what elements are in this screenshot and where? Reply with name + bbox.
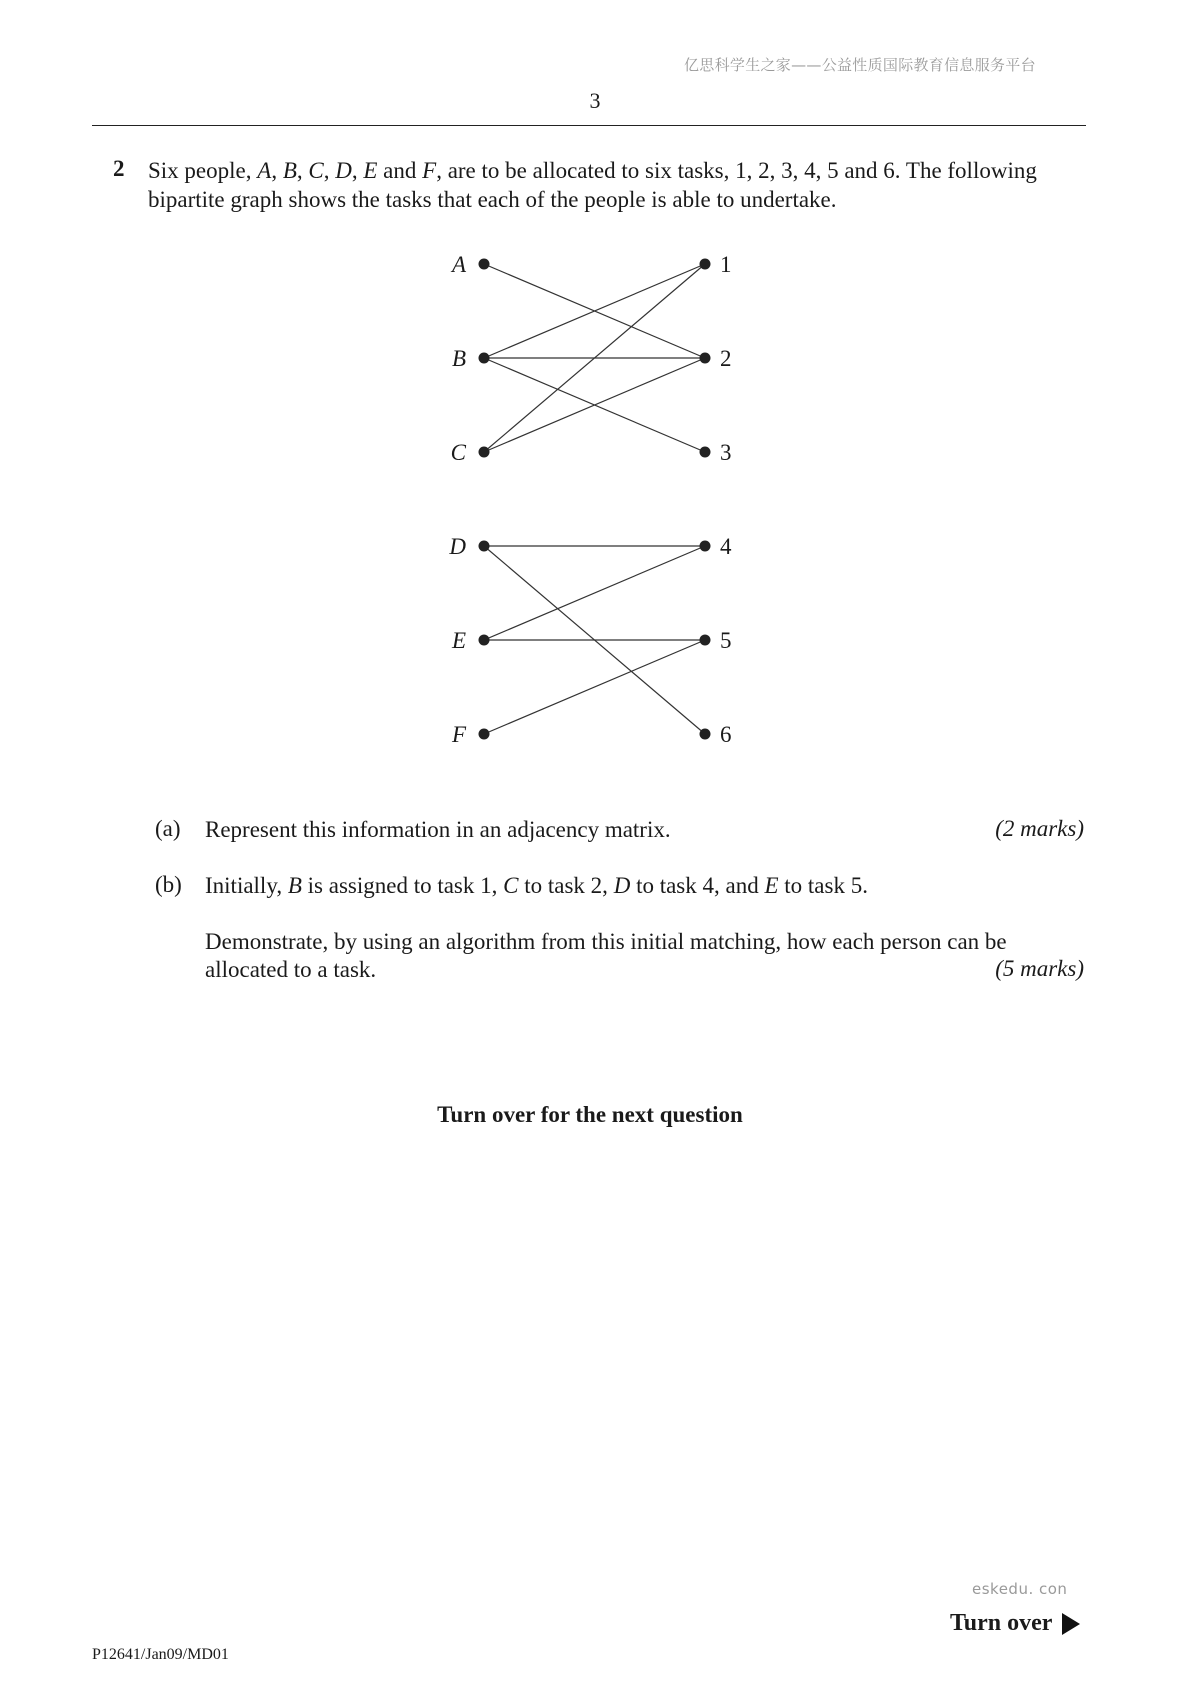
- part-a-label: (a): [155, 816, 181, 841]
- part-a-marks: (2 marks): [995, 816, 1084, 841]
- question-number: 2: [113, 156, 125, 181]
- part-b-initial-run: to task 5.: [778, 873, 868, 898]
- graph-edges: [484, 264, 705, 734]
- question-intro-run: F: [422, 158, 437, 183]
- graph-labels: [448, 252, 732, 747]
- footer-watermark: eskedu. con: [972, 1580, 1068, 1598]
- question-intro-run: ,: [323, 158, 336, 183]
- person-node-F: [479, 729, 490, 740]
- turn-over-label: Turn over: [950, 1610, 1053, 1636]
- task-label-2: 2: [720, 346, 732, 371]
- question-intro-run: and: [377, 158, 423, 183]
- turn-over: [950, 1610, 1080, 1637]
- page-number: 3: [589, 88, 601, 113]
- person-node-C: [479, 447, 490, 458]
- question-intro-run: ,: [271, 158, 283, 183]
- question-intro-run: A: [257, 158, 272, 183]
- question-intro-run: Six people,: [148, 158, 258, 183]
- task-node-6: [700, 729, 711, 740]
- question-intro: [148, 156, 1048, 214]
- person-label-F: F: [451, 722, 466, 747]
- part-b-initial-run: E: [764, 873, 779, 898]
- task-node-2: [700, 353, 711, 364]
- task-node-5: [700, 635, 711, 646]
- task-node-1: [700, 259, 711, 270]
- part-b-initial-run: D: [613, 873, 631, 898]
- person-node-B: [479, 353, 490, 364]
- task-node-4: [700, 541, 711, 552]
- person-label-D: D: [449, 534, 466, 559]
- person-label-E: E: [451, 628, 466, 653]
- part-b-initial-run: Initially,: [205, 873, 288, 898]
- graph-nodes: [479, 259, 711, 740]
- part-b-initial-run: to task 4, and: [630, 873, 765, 898]
- part-a-text: Represent this information in an adjacency matrix.: [205, 817, 671, 842]
- question-intro-run: E: [363, 158, 378, 183]
- task-node-3: [700, 447, 711, 458]
- part-b-instruction: Demonstrate, by using an algorithm from this initial matching, how each person can be allocated to a task.: [205, 929, 1007, 982]
- part-b-initial-run: is assigned to task 1,: [301, 873, 504, 898]
- question-intro-run: C: [308, 158, 324, 183]
- person-node-D: [479, 541, 490, 552]
- person-node-E: [479, 635, 490, 646]
- person-label-C: C: [450, 440, 466, 465]
- header-watermark: 亿思科学生之家——公益性质国际教育信息服务平台: [684, 56, 1036, 74]
- turn-over-next-question: Turn over for the next question: [437, 1102, 743, 1127]
- edge-E-4: [484, 546, 705, 640]
- task-label-3: 3: [720, 440, 732, 465]
- person-label-A: A: [451, 252, 466, 277]
- edge-F-5: [484, 640, 705, 734]
- person-node-A: [479, 259, 490, 270]
- part-b-initial-assignment: [205, 872, 1085, 900]
- task-label-1: 1: [720, 252, 732, 277]
- part-b-initial-run: to task 2,: [518, 873, 614, 898]
- bipartite-graph: [420, 240, 750, 780]
- part-b-marks: (5 marks): [995, 956, 1084, 981]
- header-rule: [92, 125, 1086, 126]
- task-label-4: 4: [720, 534, 732, 559]
- part-b-initial-run: C: [503, 873, 519, 898]
- question-text: [148, 156, 1048, 214]
- question-intro-run: D: [335, 158, 352, 183]
- task-label-6: 6: [720, 722, 732, 747]
- question-intro-run: ,: [351, 158, 364, 183]
- question-intro-run: ,: [296, 158, 309, 183]
- person-label-B: B: [451, 346, 466, 371]
- task-label-5: 5: [720, 628, 732, 653]
- question-intro-run: , are to be allocated to six tasks, 1, 2, 3, 4, 5 and 6. The following bipartite graph shows the tasks that each of the people is able to undertake.: [148, 158, 1037, 212]
- part-b-initial-run: B: [287, 873, 302, 898]
- part-b-label: (b): [155, 872, 182, 897]
- paper-code: P12641/Jan09/MD01: [92, 1646, 229, 1663]
- question-intro-run: B: [282, 158, 297, 183]
- right-arrow-icon: [1062, 1613, 1080, 1635]
